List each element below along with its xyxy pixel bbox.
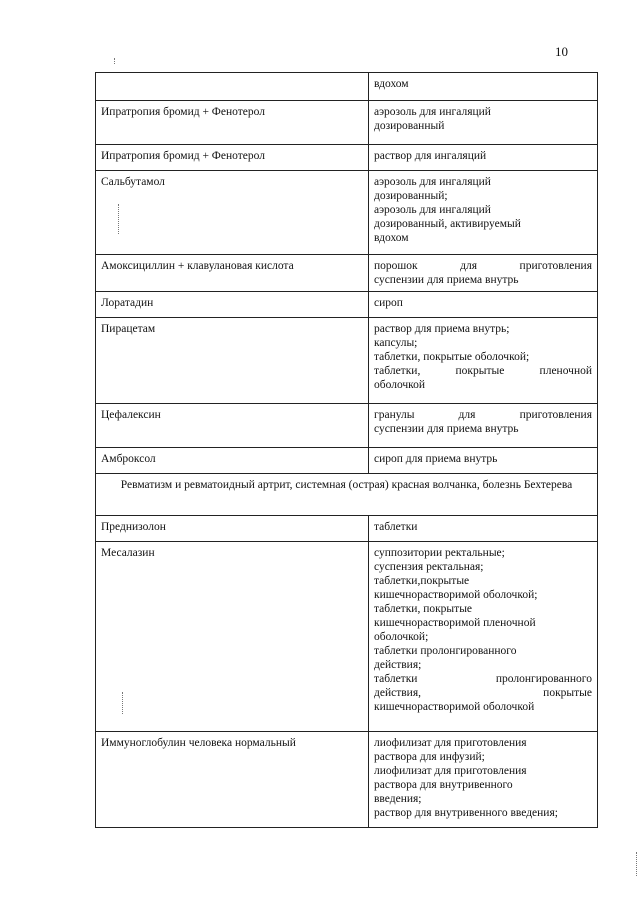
table-row: [96, 318, 598, 404]
dosage-form-line: таблетки,покрытые: [374, 575, 470, 587]
dosage-form-cell: [369, 542, 598, 732]
dosage-form-line: сироп для приема внутрь: [374, 453, 498, 465]
section-row: [96, 474, 598, 516]
dosage-form-line: действия;: [374, 659, 422, 671]
dosage-form-line: таблетки, покрытые оболочкой;: [374, 351, 530, 363]
section-heading: Ревматизм и ревматоидный артрит, системная (острая) красная волчанка, болезнь Бехтерева: [96, 474, 598, 516]
drug-table: [95, 72, 598, 828]
table-row: [96, 732, 598, 828]
dosage-form-cell: [369, 448, 598, 474]
dosage-form-cell: [369, 171, 598, 255]
dosage-form-line: дозированный, активируемый: [374, 218, 521, 230]
table-row: [96, 145, 598, 171]
table-row: [96, 171, 598, 255]
dosage-form-line: аэрозоль для ингаляций: [374, 106, 491, 118]
dosage-form-line: лиофилизат для приготовления: [374, 737, 527, 749]
dosage-form-line: аэрозоль для ингаляций: [374, 176, 491, 188]
drug-name-cell: Цефалексин: [96, 404, 369, 448]
table-row: [96, 292, 598, 318]
dosage-form-line: гранулы для приготовления: [374, 409, 592, 421]
dosage-form-cell: [369, 73, 598, 101]
dosage-form-line: оболочкой;: [374, 631, 429, 643]
page-number: 10: [555, 44, 568, 59]
drug-name-cell: Преднизолон: [96, 516, 369, 542]
dosage-form-line: таблетки, покрытые пленочной: [374, 365, 592, 377]
dosage-form-line: раствора для инфузий;: [374, 751, 485, 763]
table-row: [96, 73, 598, 101]
dosage-form-line: кишечнорастворимой пленочной: [374, 617, 536, 629]
dosage-form-line: дозированный;: [374, 190, 448, 202]
dosage-form-line: суспензия ректальная;: [374, 561, 484, 573]
drug-name-cell: Ипратропия бромид + Фенотерол: [96, 101, 369, 145]
dosage-form-cell: [369, 516, 598, 542]
drug-name-cell: Ипратропия бромид + Фенотерол: [96, 145, 369, 171]
dosage-form-line: кишечнорастворимой оболочкой;: [374, 589, 538, 601]
drug-name-cell: Амброксол: [96, 448, 369, 474]
dosage-form-line: суспензии для приема внутрь: [374, 274, 519, 286]
table-row: [96, 542, 598, 732]
dosage-form-cell: [369, 292, 598, 318]
table-row: [96, 101, 598, 145]
scan-artifact: [118, 204, 119, 234]
dosage-form-line: раствор для внутривенного введения;: [374, 807, 558, 819]
dosage-form-line: суппозитории ректальные;: [374, 547, 505, 559]
scan-artifact: [114, 58, 115, 64]
dosage-form-line: раствор для приема внутрь;: [374, 323, 510, 335]
dosage-form-line: раствор для ингаляций: [374, 150, 487, 162]
dosage-form-cell: [369, 732, 598, 828]
drug-name-cell: Иммуноглобулин человека нормальный: [96, 732, 369, 828]
dosage-form-line: аэрозоль для ингаляций: [374, 204, 491, 216]
dosage-form-line: раствора для внутривенного: [374, 779, 513, 791]
dosage-form-line: капсулы;: [374, 337, 418, 349]
dosage-form-cell: [369, 318, 598, 404]
dosage-form-line: суспензии для приема внутрь: [374, 423, 519, 435]
dosage-form-line: вдохом: [374, 78, 409, 90]
dosage-form-line: таблетки пролонгированного: [374, 673, 592, 685]
drug-name-cell: Лоратадин: [96, 292, 369, 318]
drug-name-cell: Пирацетам: [96, 318, 369, 404]
dosage-form-line: таблетки, покрытые: [374, 603, 473, 615]
dosage-form-cell: [369, 101, 598, 145]
drug-name-cell: Сальбутамол: [96, 171, 369, 255]
dosage-form-cell: [369, 145, 598, 171]
dosage-form-line: действия, покрытые: [374, 687, 592, 699]
table-row: [96, 448, 598, 474]
dosage-form-line: таблетки: [374, 521, 418, 533]
dosage-form-cell: [369, 404, 598, 448]
scan-artifact: [122, 692, 123, 714]
dosage-form-cell: [369, 255, 598, 292]
dosage-form-line: введения;: [374, 793, 422, 805]
drug-name-cell: Амоксициллин + клавулановая кислота: [96, 255, 369, 292]
dosage-form-line: таблетки пролонгированного: [374, 645, 517, 657]
drug-name-cell: [96, 73, 369, 101]
table-row: [96, 404, 598, 448]
dosage-form-line: дозированный: [374, 120, 445, 132]
dosage-form-line: сироп: [374, 297, 403, 309]
dosage-form-line: лиофилизат для приготовления: [374, 765, 527, 777]
scan-artifact: [636, 852, 637, 876]
dosage-form-line: вдохом: [374, 232, 409, 244]
dosage-form-line: кишечнорастворимой оболочкой: [374, 701, 535, 713]
dosage-form-line: оболочкой: [374, 379, 426, 391]
dosage-form-line: порошок для приготовления: [374, 260, 592, 272]
drug-name-cell: Месалазин: [96, 542, 369, 732]
table-row: [96, 516, 598, 542]
table-row: [96, 255, 598, 292]
